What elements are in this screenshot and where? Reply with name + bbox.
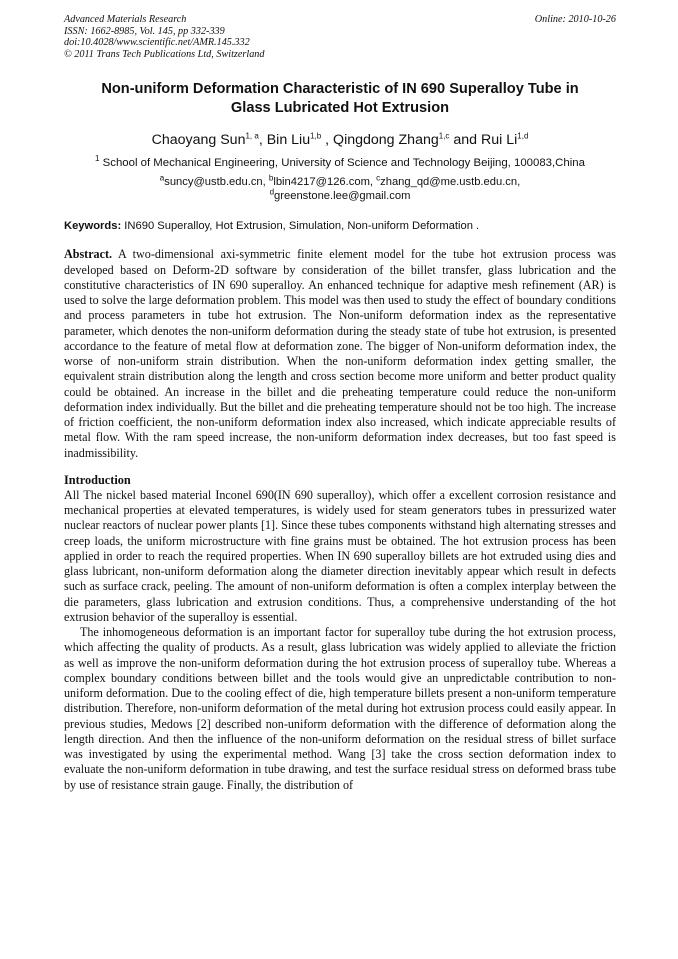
email-superscript: c — [376, 173, 381, 183]
intro-paragraph-1: All The nickel based material Inconel 690(IN 690 superalloy), which offer a excellent corrosion resistance and mechanical properties at elevated temperatures, is widely used for steam generators tubes in pressurized water nuclear reactors of nuclear power plants [1]. Since these tubes components withstand high alternating stresses and creep loads, the uniform microstructure with fine grains must be obtained. The hot extrusion process has been applied in order to reach the required properties. When IN 690 superalloy billets are hot extruded using dies and glass lubricant, non-uniform deformation along the diameter direction inevitably appear which result in defects such as surface crack, peeling. The amount of non-uniform deformation is often a complex interplay between the die parameters, glass lubrication and extrusion conditions. Thus, a comprehensive understanding of the hot extrusion behavior of the superalloy is essential. — [64, 487, 616, 624]
keywords — [64, 219, 616, 233]
email-line-1 — [64, 175, 616, 189]
keywords-text: IN690 Superalloy, Hot Extrusion, Simulation, Non-uniform Deformation . — [121, 220, 480, 233]
paper-page — [64, 14, 616, 793]
section-heading-introduction: Introduction — [64, 472, 131, 487]
author-name: Qingdong Zhang — [333, 132, 439, 149]
affiliation — [64, 156, 616, 170]
abstract-label: Abstract. — [64, 247, 113, 262]
author-superscript: 1,c — [438, 131, 450, 141]
author-superscript: 1,d — [517, 131, 529, 141]
author-name: Rui Li — [480, 132, 518, 149]
email-list — [64, 175, 616, 203]
author-name: Bin Liu — [266, 132, 311, 149]
email-line-2 — [64, 189, 616, 203]
journal-name: Advanced Materials Research — [64, 14, 187, 25]
journal-header — [64, 14, 616, 60]
affiliation-superscript: 1 — [95, 154, 100, 164]
email-superscript: a — [159, 173, 165, 183]
affiliation-text: School of Mechanical Engineering, University of Science and Technology Beijing, 100083,China — [99, 157, 585, 170]
email-link[interactable]: suncy@ustb.edu.cn, — [164, 176, 269, 189]
author-separator: , — [258, 132, 267, 149]
title-line-1: Non-uniform Deformation Characteristic of IN 690 Superalloy Tube in — [101, 81, 579, 98]
intro-paragraph-2: The inhomogeneous deformation is an important factor for superalloy tube during the hot extrusion process, which affecting the quality of products. As a result, glass lubrication was widely applied to alleviate the friction as well as improve the non-uniform deformation during the hot extrusion process of superalloy tube. Whereas a complex boundary conditions between billet and the tools would give an unpredictable contribution to non-uniform deformation. Due to the cooling effect of die, high temperature billets present a non-uniform temperature distribution. Therefore, non-uniform deformation of the metal during hot extrusion process could easily appear. In previous studies, Medows [2] described non-uniform deformation with the difference of deformation along the length direction. And then the influence of the non-uniform deformation on the residual stress of billet surface was investigated by using the experimental method. Wang [3] take the cross section deformation index to evaluate the non-uniform deformation in tube drawing, and test the surface residual stress on deformed brass tube by use of resistance strain gauge. Finally, the distribution of — [64, 625, 616, 792]
online-date: Online: 2010-10-26 — [534, 14, 616, 25]
issn-line: ISSN: 1662-8985, Vol. 145, pp 332-339 — [64, 25, 225, 37]
author-superscript: 1,b — [310, 131, 322, 141]
author-name: Chaoyang Sun — [151, 132, 246, 149]
abstract-text: A two-dimensional axi-symmetric finite element model for the tube hot extrusion process was developed based on Deform-2D software by consideration of the billet transfer, glass lubrication and the constitutive characteristics of IN 690 superalloy. An enhanced technique for adaptive mesh refinement (AR) is used to solve the large deformation problem. This model was then used to study the effect of boundary conditions and process parameters in tube hot extrusion. The Non-uniform deformation index as the representative parameter, which denotes the non-uniform deformation during the steady state of tube hot extrusion, is presented accordance to the feature of metal flow at deformation zone. The bigger of Non-uniform deformation index, the worse of non-uniform strain distribution. When the non-uniform deformation index getting smaller, the equivalent strain distribution along the length and cross section become more uniform and better product quality could be obtained. An increase in the billet and die preheating temperature could reduce the non-uniform deformation index individually. But the billet and die preheating temperature should not be too high. The increase of friction coefficient, the non-uniform deformation index also increased, which indicate appreciable results of metal flow. With the ram speed increase, the non-uniform deformation index decreases, but too fast speed is inadmissibility. — [64, 247, 616, 460]
abstract — [64, 247, 616, 461]
author-list — [64, 131, 616, 149]
author-superscript: 1, a — [245, 131, 259, 141]
keywords-label: Keywords: — [64, 220, 122, 233]
copyright-line: © 2011 Trans Tech Publications Ltd, Switzerland — [64, 48, 265, 60]
email-superscript: d — [269, 187, 275, 197]
email-superscript: b — [268, 173, 274, 183]
title-line-2: Glass Lubricated Hot Extrusion — [230, 100, 450, 117]
author-separator: and — [449, 132, 481, 149]
email-link[interactable]: zhang_qd@me.ustb.edu.cn, — [380, 176, 521, 189]
paper-title — [64, 80, 616, 118]
email-link[interactable]: lbin4217@126.com, — [273, 176, 377, 189]
author-separator: , — [321, 132, 334, 149]
doi-line: doi:10.4028/www.scientific.net/AMR.145.332 — [64, 37, 250, 49]
email-link[interactable]: greenstone.lee@gmail.com — [274, 190, 411, 203]
